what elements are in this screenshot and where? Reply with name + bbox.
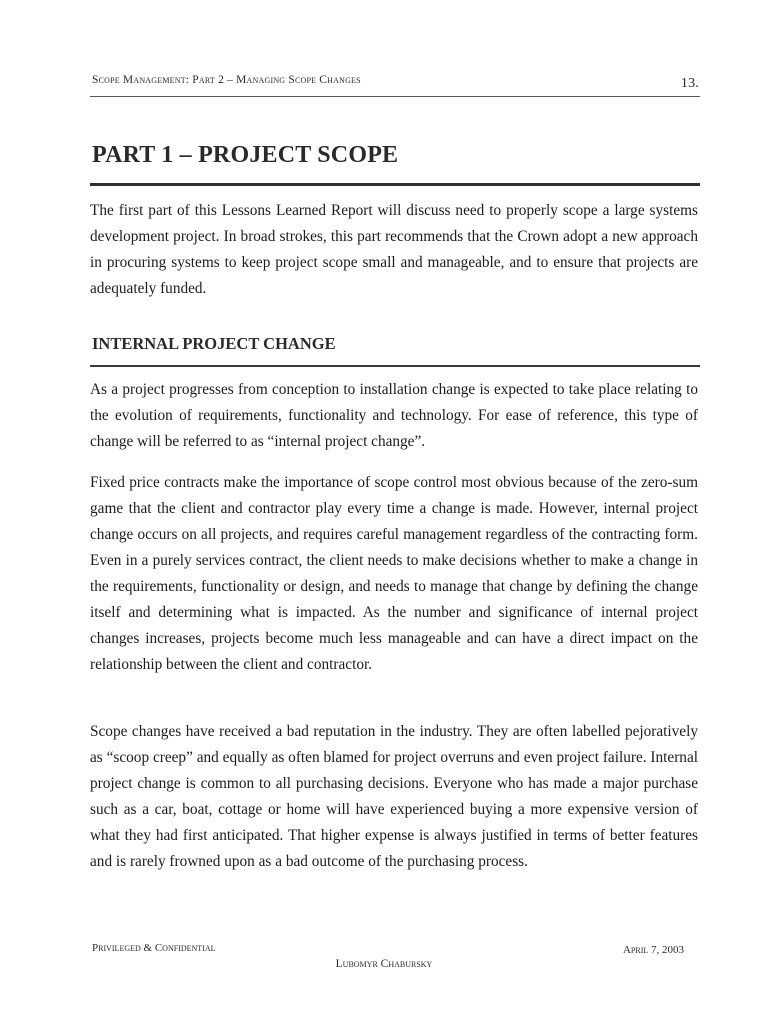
part-title: PART 1 – PROJECT SCOPE bbox=[92, 142, 399, 168]
footer-confidentiality: Privileged & Confidential bbox=[92, 942, 216, 954]
footer-date: April 7, 2003 bbox=[622, 944, 684, 956]
body-paragraph: Fixed price contracts make the importance of scope control most obvious because of the zero-sum game that the client and contractor play every time a change is made. However, internal project change occurs on all projects, and requires careful management regardless of the contracting form. Even in a purely services contract, the client needs to make decisions whether to make a change in the requirements, functionality or design, and needs to manage that change by defining the change itself and determining what is impacted. As the number and significance of internal project changes increases, projects become much less manageable and can have a direct impact on the relationship between the client and contractor. bbox=[90, 474, 698, 673]
footer-author: Lubomyr Chabursky bbox=[335, 958, 433, 970]
header-rule bbox=[90, 96, 700, 97]
body-paragraph: As a project progresses from conception to installation change is expected to take place relating to the evolution of requirements, functionality and technology. For ease of reference, this type of change will be referred to as “internal project change”. bbox=[90, 381, 698, 450]
intro-paragraph: The first part of this Lessons Learned Report will discuss need to properly scope a large systems development project. In broad strokes, this part recommends that the Crown adopt a new approach in procuring systems to keep project scope small and manageable, and to ensure that projects are adequately funded. bbox=[90, 202, 698, 297]
body-paragraph: Scope changes have received a bad reputation in the industry. They are often labelled pejoratively as “scoop creep” and equally as often blamed for project overruns and even project failure. Internal project change is common to all purchasing decisions. Everyone who has made a major purchase such as a car, boat, cottage or home will have experienced buying a more expensive version of what they had first anticipated. That higher expense is always justified in terms of better features and is rarely frowned upon as a bad outcome of the purchasing process. bbox=[90, 723, 698, 870]
section-title-rule bbox=[90, 365, 700, 367]
running-header bbox=[92, 74, 699, 91]
section-title: INTERNAL PROJECT CHANGE bbox=[92, 334, 336, 353]
running-header-title: Scope Management: Part 2 – Managing Scope Changes bbox=[92, 74, 361, 86]
page-number: 13. bbox=[680, 76, 699, 91]
part-title-rule bbox=[90, 183, 700, 186]
